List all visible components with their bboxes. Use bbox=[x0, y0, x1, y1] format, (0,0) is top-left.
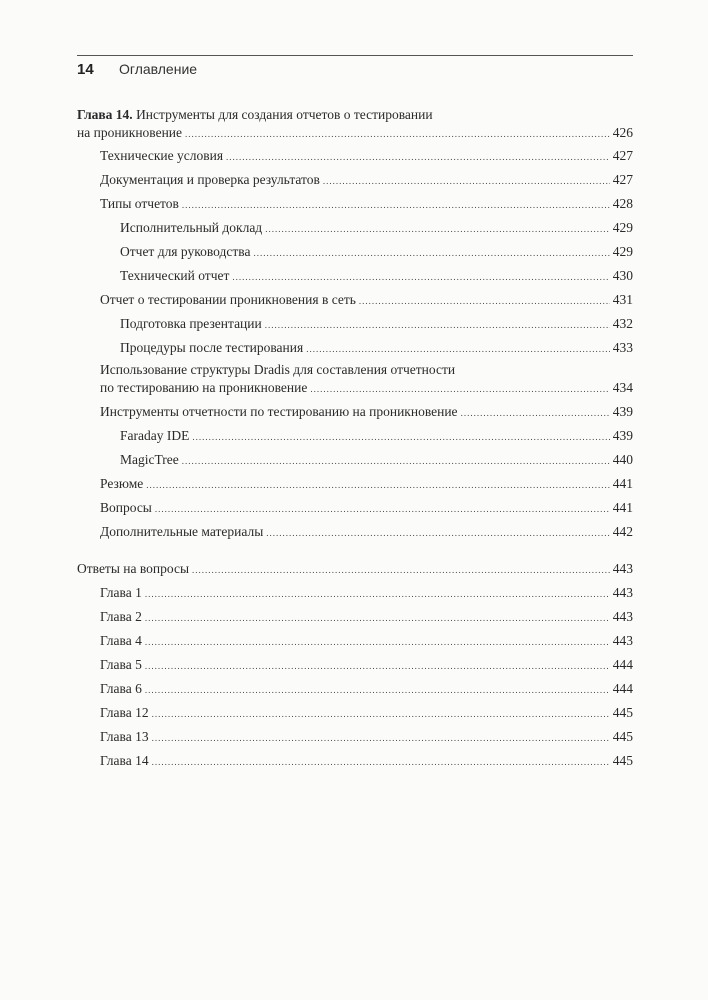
toc-entry[interactable] bbox=[100, 361, 633, 398]
page-number: 14 bbox=[77, 61, 94, 78]
entry-title: MagicTree bbox=[120, 452, 179, 467]
entry-title: Исполнительный доклад bbox=[120, 220, 263, 235]
dot-leader bbox=[461, 404, 610, 422]
entry-title: Типы отчетов bbox=[100, 196, 179, 211]
dot-leader bbox=[323, 172, 610, 190]
page-ref: 434 bbox=[612, 380, 633, 395]
entry-title: Глава 5 bbox=[100, 657, 142, 672]
dot-leader bbox=[182, 196, 610, 214]
page-ref: 443 bbox=[612, 609, 633, 624]
dot-leader bbox=[306, 340, 610, 358]
toc-entry[interactable] bbox=[100, 171, 633, 190]
page-ref: 432 bbox=[612, 316, 633, 331]
toc-entry[interactable] bbox=[100, 475, 633, 494]
page-ref: 440 bbox=[612, 452, 633, 467]
entry-title: Глава 4 bbox=[100, 633, 142, 648]
page-ref: 443 bbox=[612, 561, 633, 576]
toc-subentry[interactable] bbox=[120, 267, 633, 286]
page-ref: 445 bbox=[612, 729, 633, 744]
toc-entry[interactable] bbox=[100, 195, 633, 214]
dot-leader bbox=[226, 148, 610, 166]
dot-leader bbox=[232, 268, 609, 286]
entry-title: Технические условия bbox=[100, 148, 224, 163]
entry-title: Вопросы bbox=[100, 500, 152, 515]
dot-leader bbox=[145, 681, 610, 699]
chapter-title-continued: на проникновение bbox=[77, 125, 183, 140]
toc-answers[interactable] bbox=[77, 560, 633, 579]
page-ref: 445 bbox=[612, 705, 633, 720]
toc-entry[interactable] bbox=[100, 403, 633, 422]
page-ref: 441 bbox=[612, 500, 633, 515]
toc-answer-chapter[interactable] bbox=[100, 680, 633, 699]
page-ref: 445 bbox=[612, 753, 633, 768]
page-ref: 444 bbox=[612, 657, 633, 672]
entry-title: Дополнительные материалы bbox=[100, 524, 264, 539]
page-ref: 439 bbox=[612, 428, 633, 443]
dot-leader bbox=[145, 585, 610, 603]
page-ref: 429 bbox=[612, 244, 633, 259]
dot-leader bbox=[265, 220, 610, 238]
page-ref: 429 bbox=[612, 220, 633, 235]
toc-subentry[interactable] bbox=[120, 339, 633, 358]
dot-leader bbox=[152, 729, 610, 747]
dot-leader bbox=[146, 476, 609, 494]
entry-title: Инструменты отчетности по тестированию на проникновение bbox=[100, 404, 458, 419]
dot-leader bbox=[152, 705, 610, 723]
chapter-14-title-line2 bbox=[77, 124, 633, 143]
entry-title: Резюме bbox=[100, 476, 144, 491]
dot-leader bbox=[185, 125, 610, 143]
toc-chapter-14[interactable] bbox=[77, 106, 633, 143]
running-header bbox=[77, 61, 197, 83]
dot-leader bbox=[145, 609, 610, 627]
toc-subentry[interactable] bbox=[120, 427, 633, 446]
chapter-label: Глава 14. bbox=[77, 107, 133, 122]
entry-title-continued: по тестированию на проникновение bbox=[100, 380, 308, 395]
page-ref: 426 bbox=[612, 125, 633, 140]
toc-answer-chapter[interactable] bbox=[100, 608, 633, 627]
entry-title: Faraday IDE bbox=[120, 428, 190, 443]
entry-title: Глава 12 bbox=[100, 705, 149, 720]
toc-subentry[interactable] bbox=[120, 451, 633, 470]
dot-leader bbox=[310, 380, 609, 398]
entry-title: Глава 14 bbox=[100, 753, 149, 768]
page-ref: 427 bbox=[612, 172, 633, 187]
page-ref: 443 bbox=[612, 585, 633, 600]
dot-leader bbox=[155, 500, 610, 518]
toc-answer-chapter[interactable] bbox=[100, 584, 633, 603]
dot-leader bbox=[152, 753, 610, 771]
dot-leader bbox=[359, 292, 610, 310]
toc-answer-chapter[interactable] bbox=[100, 752, 633, 771]
entry-title: Глава 2 bbox=[100, 609, 142, 624]
page-ref: 433 bbox=[612, 340, 633, 355]
dot-leader bbox=[266, 524, 609, 542]
entry-title: Глава 13 bbox=[100, 729, 149, 744]
dot-leader bbox=[145, 633, 610, 651]
header-rule bbox=[77, 55, 633, 56]
dot-leader bbox=[192, 428, 609, 446]
page-ref: 444 bbox=[612, 681, 633, 696]
running-title: Оглавление bbox=[119, 61, 198, 77]
chapter-title: Инструменты для создания отчетов о тестировании bbox=[136, 107, 433, 122]
page-ref: 439 bbox=[612, 404, 633, 419]
page-ref: 428 bbox=[612, 196, 633, 211]
entry-title: Документация и проверка результатов bbox=[100, 172, 320, 187]
dot-leader bbox=[192, 561, 610, 579]
entry-title: Отчет для руководства bbox=[120, 244, 251, 259]
page-ref: 442 bbox=[612, 524, 633, 539]
toc-entry[interactable] bbox=[100, 523, 633, 542]
dot-leader bbox=[182, 452, 610, 470]
page-ref: 427 bbox=[612, 148, 633, 163]
dot-leader bbox=[253, 244, 609, 262]
page-ref: 441 bbox=[612, 476, 633, 491]
toc-entry[interactable] bbox=[100, 291, 633, 310]
entry-title: Технический отчет bbox=[120, 268, 230, 283]
toc-entry[interactable] bbox=[100, 147, 633, 166]
page-ref: 443 bbox=[612, 633, 633, 648]
entry-title: Глава 1 bbox=[100, 585, 142, 600]
toc-answer-chapter[interactable] bbox=[100, 704, 633, 723]
page-ref: 430 bbox=[612, 268, 633, 283]
entry-title: Подготовка презентации bbox=[120, 316, 262, 331]
entry-title: Глава 6 bbox=[100, 681, 142, 696]
dot-leader bbox=[265, 316, 610, 334]
toc-subentry[interactable] bbox=[120, 219, 633, 238]
entry-title: Процедуры после тестирования bbox=[120, 340, 304, 355]
entry-title: Ответы на вопросы bbox=[77, 561, 190, 576]
toc-entry[interactable] bbox=[100, 499, 633, 518]
entry-title: Отчет о тестировании проникновения в сеть bbox=[100, 292, 356, 307]
toc-answer-chapter[interactable] bbox=[100, 728, 633, 747]
toc-answer-chapter[interactable] bbox=[100, 632, 633, 651]
entry-title: Использование структуры Dradis для составления отчетности bbox=[100, 362, 456, 377]
toc-answer-chapter[interactable] bbox=[100, 656, 633, 675]
toc-subentry[interactable] bbox=[120, 243, 633, 262]
dot-leader bbox=[145, 657, 610, 675]
toc-subentry[interactable] bbox=[120, 315, 633, 334]
chapter-14-title-line1 bbox=[77, 106, 633, 124]
page-ref: 431 bbox=[612, 292, 633, 307]
